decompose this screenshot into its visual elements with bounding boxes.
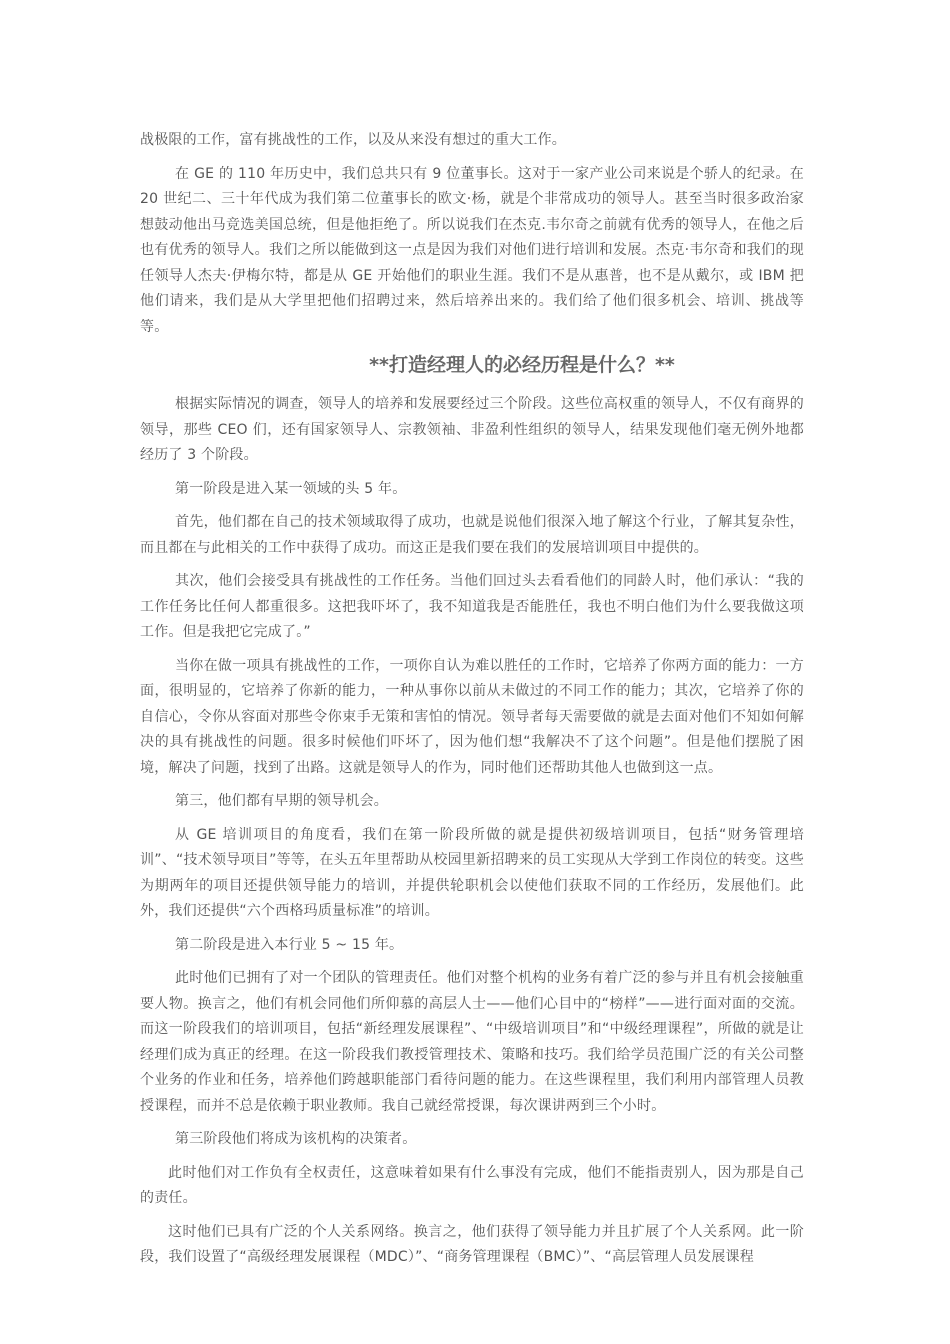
paragraph-network: 这时他们已具有广泛的个人关系网络。换言之，他们获得了领导能力并且扩展了个人关系网。此一阶段，我们设置了“高级经理发展课程（MDC）”、“商务管理课程（BMC）”、“高层管理人员发展课程 [140, 1223, 804, 1265]
paragraph-full-responsibility: 此时他们对工作负有全权责任，这意味着如果有什么事没有完成，他们不能指责别人，因为那是自己的责任。 [140, 1164, 804, 1206]
paragraph-ge-history: 在 GE 的 110 年历史中，我们总共只有 9 位董事长。这对于一家产业公司来说是个骄人的纪录。在 20 世纪二、三十年代成为我们第二位董事长的欧文·杨，就是个非常成功的领导人。甚至当时很多政治家想鼓动他出马竞选美国总统，但是他拒绝了。所以说我们在杰克.韦尔奇之前就有优秀的领导人，在他之后也有优秀的领导人。我们之所以能做到这一点是因为我们对他们进行培训和发展。杰克·韦尔奇和我们的现任领导人杰夫·伊梅尔特，都是从 GE 开始他们的职业生涯。我们不是从惠普，也不是从戴尔，或 IBM 把他们请来，我们是从大学里把他们招聘过来，然后培养出来的。我们给了他们很多机会、培训、挑战等等。 [140, 165, 804, 335]
section-heading: **打造经理人的必经历程是什么？** [369, 354, 675, 376]
document-page [140, 128, 804, 1279]
paragraph-three-stages: 根据实际情况的调查，领导人的培养和发展要经过三个阶段。这些位高权重的领导人，不仅有商界的领导，那些 CEO 们，还有国家领导人、宗教领袖、非盈利性组织的领导人，结果发现他们毫无例外地都经历了 3 个阶段。 [140, 396, 804, 463]
paragraph-stage-two-detail: 此时他们已拥有了对一个团队的管理责任。他们对整个机构的业务有着广泛的参与并且有机会接触重要人物。换言之，他们有机会同他们所仰慕的高层人士——他们心目中的“榜样”——进行面对面的交流。而这一阶段我们的培训项目，包括“新经理发展课程”、“中级培训项目”和“中级经理课程”，所做的就是让经理们成为真正的经理。在这一阶段我们教授管理技术、策略和技巧。我们给学员范围广泛的有关公司整个业务的作业和任务，培养他们跨越职能部门看待问题的能力。在这些课程里，我们利用内部管理人员教授课程，而并不总是依赖于职业教师。我自己就经常授课，每次课讲两到三个小时。 [140, 970, 804, 1114]
paragraph-challenge: 当你在做一项具有挑战性的工作，一项你自认为难以胜任的工作时，它培养了你两方面的能力：一方面，很明显的，它培养了你新的能力，一种从事你以前从未做过的不同工作的能力；其次，它培养了你的自信心，令你从容面对那些令你束手无策和害怕的情况。领导者每天需要做的就是去面对他们不知如何解决的具有挑战性的问题。很多时候他们吓坏了，因为他们想“我解决不了这个问题”。但是他们摆脱了困境，解决了问题，找到了出路。这就是领导人的作为，同时他们还帮助其他人也做到这一点。 [140, 657, 804, 776]
paragraph-first-point: 首先，他们都在自己的技术领域取得了成功，也就是说他们很深入地了解这个行业，了解其复杂性，而且都在与此相关的工作中获得了成功。而这正是我们要在我们的发展培训项目中提供的。 [140, 514, 804, 556]
paragraph-third-point: 第三，他们都有早期的领导机会。 [175, 793, 388, 809]
paragraph-ge-training: 从 GE 培训项目的角度看，我们在第一阶段所做的就是提供初级培训项目，包括“财务管理培训”、“技术领导项目”等等，在头五年里帮助从校园里新招聘来的员工实现从大学到工作岗位的转变。这些为期两年的项目还提供领导能力的培训，并提供轮职机会以使他们获取不同的工作经历，发展他们。此外，我们还提供“六个西格玛质量标准”的培训。 [140, 826, 804, 919]
paragraph-second-point: 其次，他们会接受具有挑战性的工作任务。当他们回过头去看看他们的同龄人时，他们承认：“我的工作任务比任何人都重很多。这把我吓坏了，我不知道我是否能胜任，我也不明白他们为什么要我做这项工作。但是我把它完成了。” [140, 573, 804, 640]
paragraph-stage-one-title: 第一阶段是进入某一领域的头 5 年。 [175, 480, 407, 497]
paragraph-stage-three-title: 第三阶段他们将成为该机构的决策者。 [175, 1131, 417, 1147]
paragraph-stage-two-title: 第二阶段是进入本行业 5 ~ 15 年。 [175, 936, 404, 953]
paragraph-continuation: 战极限的工作，富有挑战性的工作，以及从来没有想过的重大工作。 [140, 132, 566, 148]
